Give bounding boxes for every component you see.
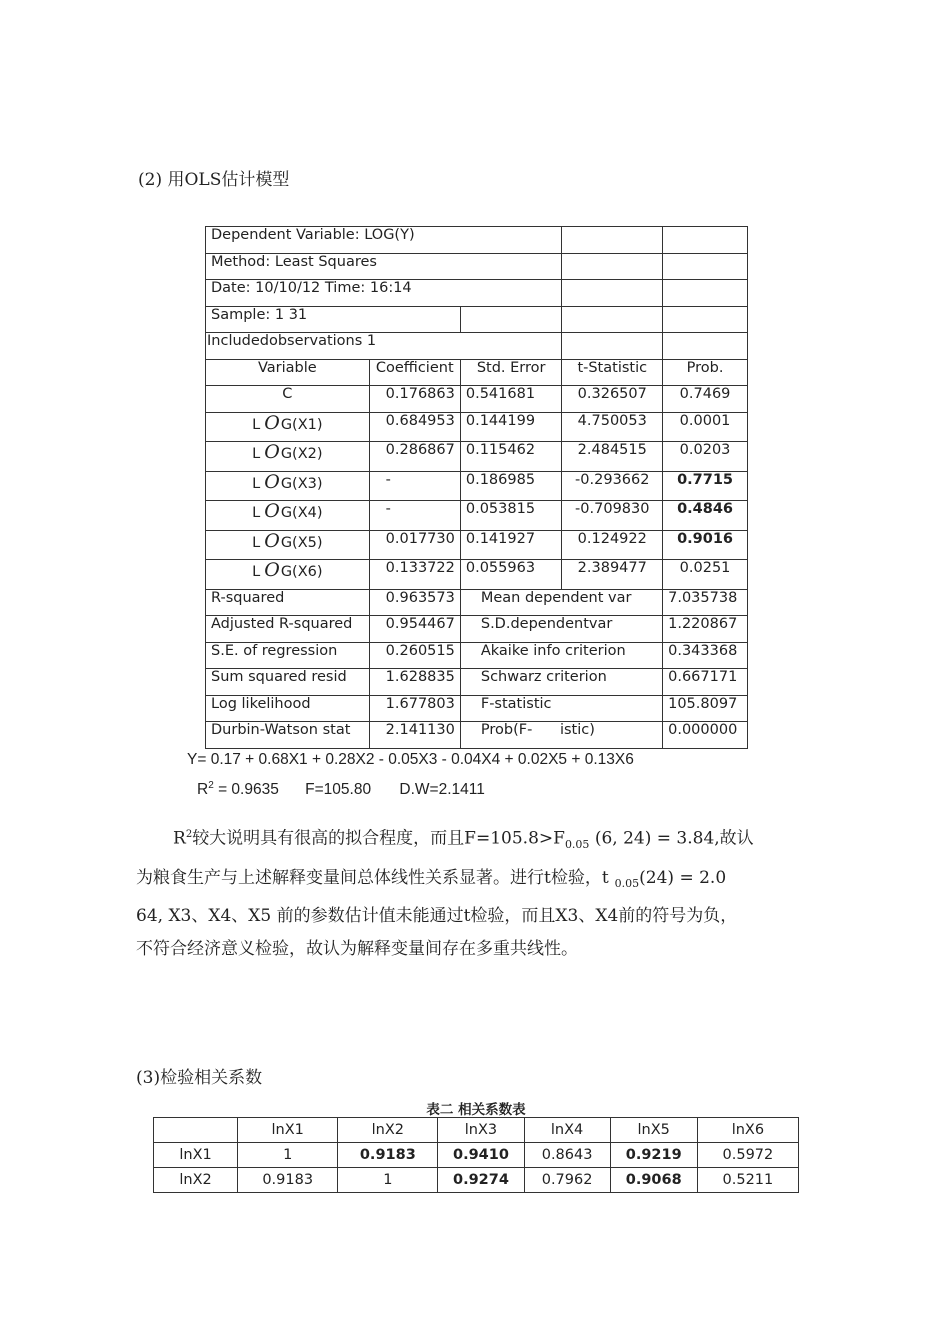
r-squared-value: = 0.9635	[213, 781, 279, 799]
para-sub: 0.05	[564, 838, 590, 852]
dw-value: D.W=2.1411	[399, 781, 485, 799]
table-row	[206, 589, 748, 616]
log-glyph: O	[264, 530, 280, 552]
variable-prefix: L	[252, 446, 261, 462]
prob-cell: 0.4846	[663, 501, 748, 531]
prob-cell: 0.0203	[663, 442, 748, 472]
stat-value: 1.220867	[663, 616, 748, 643]
stat-value: 0.260515	[369, 642, 460, 669]
column-header: lnX4	[524, 1118, 610, 1143]
variable-prefix: L	[252, 505, 261, 521]
column-header: lnX3	[438, 1118, 524, 1143]
table-row	[206, 280, 748, 307]
correlation-cell: 0.9219	[610, 1143, 697, 1168]
prob-cell: 0.0251	[663, 560, 748, 590]
column-header: lnX5	[610, 1118, 697, 1143]
stat-value: 0.667171	[663, 669, 748, 696]
table-row	[206, 669, 748, 696]
stat-label: Sum squared resid	[206, 669, 370, 696]
stat-label: Akaike info criterion	[460, 642, 662, 669]
variable-cell	[206, 471, 370, 501]
table-row	[154, 1143, 799, 1168]
header-variable: Variable	[206, 359, 370, 386]
header-std-error: Std. Error	[460, 359, 562, 386]
table-row	[206, 501, 748, 531]
stat-value: 105.8097	[663, 695, 748, 722]
column-header: lnX6	[697, 1118, 798, 1143]
prob-cell: 0.0001	[663, 412, 748, 442]
paragraph-line	[136, 862, 820, 901]
paragraph-line: 不符合经济意义检验，故认为解释变量间存在多重共线性。	[136, 938, 578, 959]
correlation-cell: 0.9068	[610, 1168, 697, 1193]
table-row	[206, 442, 748, 472]
r-squared-sup: 2	[208, 780, 214, 791]
t-statistic-cell: 2.389477	[562, 560, 663, 590]
table-row	[206, 333, 748, 360]
std-error-cell: 0.541681	[460, 386, 562, 413]
variable-suffix: G(X2)	[280, 446, 323, 462]
paragraph-line: 64, X3、X4、X5 前的参数估计值未能通过t检验，而且X3、X4前的符号为负，	[136, 906, 738, 927]
section-3-title: (3)检验相关系数	[136, 1068, 263, 1088]
prob-cell: 0.9016	[663, 530, 748, 560]
para-text: (24) = 2.0	[639, 867, 727, 888]
header-row	[154, 1118, 799, 1143]
correlation-cell: 0.8643	[524, 1143, 610, 1168]
stat-value: 1.628835	[369, 669, 460, 696]
coefficient-cell: 0.684953	[369, 412, 460, 442]
correlation-cell: 1	[238, 1143, 338, 1168]
std-error-cell: 0.144199	[460, 412, 562, 442]
coefficient-cell: 0.286867	[369, 442, 460, 472]
t-statistic-cell: 0.124922	[562, 530, 663, 560]
table-row	[154, 1168, 799, 1193]
dependent-variable: Dependent Variable: LOG(Y)	[206, 227, 562, 254]
stat-label: Log likelihood	[206, 695, 370, 722]
stat-value: 0.963573	[369, 589, 460, 616]
std-error-cell: 0.141927	[460, 530, 562, 560]
table-row	[206, 695, 748, 722]
correlation-cell: 0.9274	[438, 1168, 524, 1193]
table-row	[206, 253, 748, 280]
analysis-paragraph	[136, 819, 820, 965]
variable-suffix: G(X3)	[280, 475, 323, 492]
coefficient-cell: 0.133722	[369, 560, 460, 590]
ols-output-table	[205, 226, 748, 749]
std-error-cell: 0.053815	[460, 501, 562, 531]
variable-cell	[206, 560, 370, 590]
f-value: F=105.80	[305, 781, 372, 799]
t-statistic-cell: 4.750053	[562, 412, 663, 442]
t-statistic-cell: 0.326507	[562, 386, 663, 413]
t-statistic-cell: 2.484515	[562, 442, 663, 472]
regression-equation: Y= 0.17 + 0.68X1 + 0.28X2 - 0.05X3 - 0.04X4 + 0.02X5 + 0.13X6	[187, 751, 634, 768]
para-text: 较大说明具有很高的拟合程度，而且F=105.8>F	[192, 828, 565, 849]
log-glyph: O	[264, 441, 280, 463]
header-prob: Prob.	[663, 359, 748, 386]
variable-prefix: L	[252, 416, 261, 433]
stat-label: Mean dependent var	[460, 589, 662, 616]
stat-label: Schwarz criterion	[460, 669, 662, 696]
correlation-cell: 1	[338, 1168, 438, 1193]
column-header: lnX2	[338, 1118, 438, 1143]
coefficient-cell: 0.017730	[369, 530, 460, 560]
log-glyph: O	[264, 559, 280, 581]
stat-label: R-squared	[206, 589, 370, 616]
log-glyph: O	[264, 500, 280, 522]
section-2-title: (2) 用OLS估计模型	[138, 170, 290, 190]
std-error-cell: 0.115462	[460, 442, 562, 472]
sample: Sample: 1 31	[206, 306, 461, 333]
column-header	[154, 1118, 238, 1143]
variable-prefix: L	[252, 564, 261, 580]
correlation-cell: 0.9410	[438, 1143, 524, 1168]
correlation-cell: 0.7962	[524, 1168, 610, 1193]
para-r-sup: 2	[185, 829, 193, 840]
table-row	[206, 530, 748, 560]
log-glyph: O	[264, 412, 280, 434]
table-row	[206, 386, 748, 413]
header-row	[206, 359, 748, 386]
prob-cell: 0.7469	[663, 386, 748, 413]
variable-cell	[206, 442, 370, 472]
stat-value: 0.954467	[369, 616, 460, 643]
table-row	[206, 412, 748, 442]
stat-value: 1.677803	[369, 695, 460, 722]
stat-value: 2.141130	[369, 722, 460, 749]
stat-label: S.D.dependentvar	[460, 616, 662, 643]
coefficient-cell: -	[369, 471, 460, 501]
std-error-cell: 0.055963	[460, 560, 562, 590]
para-sub: 0.05	[614, 876, 640, 890]
r-squared-label: R	[197, 781, 209, 799]
included-observations: Includedobservations 1	[206, 333, 562, 360]
stat-value: 0.000000	[663, 722, 748, 749]
variable-cell	[206, 530, 370, 560]
stat-label: S.E. of regression	[206, 642, 370, 669]
correlation-cell: 0.9183	[238, 1168, 338, 1193]
header-t-statistic: t-Statistic	[562, 359, 663, 386]
variable-cell	[206, 412, 370, 442]
row-header: lnX2	[154, 1168, 238, 1193]
stat-value: 7.035738	[663, 589, 748, 616]
para-text: 为粮食生产与上述解释变量间总体线性关系显著。进行t检验，t	[136, 867, 609, 888]
variable-suffix: G(X5)	[280, 534, 323, 551]
correlation-cell: 0.9183	[338, 1143, 438, 1168]
stat-value: 0.343368	[663, 642, 748, 669]
variable-cell	[206, 501, 370, 531]
correlation-table	[153, 1117, 799, 1193]
log-glyph: O	[264, 471, 280, 493]
correlation-cell: 0.5972	[697, 1143, 798, 1168]
table-row	[206, 616, 748, 643]
row-header: lnX1	[154, 1143, 238, 1168]
t-statistic-cell: -0.709830	[562, 501, 663, 531]
table-row	[206, 471, 748, 501]
header-coefficient: Coefficient	[369, 359, 460, 386]
variable-suffix: G(X1)	[280, 416, 323, 433]
stat-label: Durbin-Watson stat	[206, 722, 370, 749]
coefficient-cell: -	[369, 501, 460, 531]
variable-suffix: G(X6)	[280, 564, 323, 580]
variable-prefix: L	[252, 475, 261, 492]
column-header: lnX1	[238, 1118, 338, 1143]
stat-label: Adjusted R-squared	[206, 616, 370, 643]
para-text: (6, 24) = 3.84,故认	[589, 828, 754, 849]
correlation-cell: 0.5211	[697, 1168, 798, 1193]
std-error-cell: 0.186985	[460, 471, 562, 501]
table-row	[206, 306, 748, 333]
stat-label: F-statistic	[460, 695, 662, 722]
correlation-table-title: 表二 相关系数表	[426, 1102, 526, 1118]
method: Method: Least Squares	[206, 253, 562, 280]
variable-cell	[206, 386, 370, 413]
table-row	[206, 722, 748, 749]
table-row	[206, 560, 748, 590]
paragraph-line	[136, 819, 820, 862]
variable-prefix: C	[282, 386, 293, 402]
t-statistic-cell: -0.293662	[562, 471, 663, 501]
date-time: Date: 10/10/12 Time: 16:14	[206, 280, 562, 307]
table-row	[206, 227, 748, 254]
variable-prefix: L	[252, 534, 261, 551]
coefficient-cell: 0.176863	[369, 386, 460, 413]
prob-cell: 0.7715	[663, 471, 748, 501]
para-r: R	[173, 828, 186, 849]
stat-label: Prob(F- istic)	[460, 722, 662, 749]
fit-statistics	[197, 780, 485, 799]
variable-suffix: G(X4)	[280, 505, 323, 521]
table-row	[206, 642, 748, 669]
